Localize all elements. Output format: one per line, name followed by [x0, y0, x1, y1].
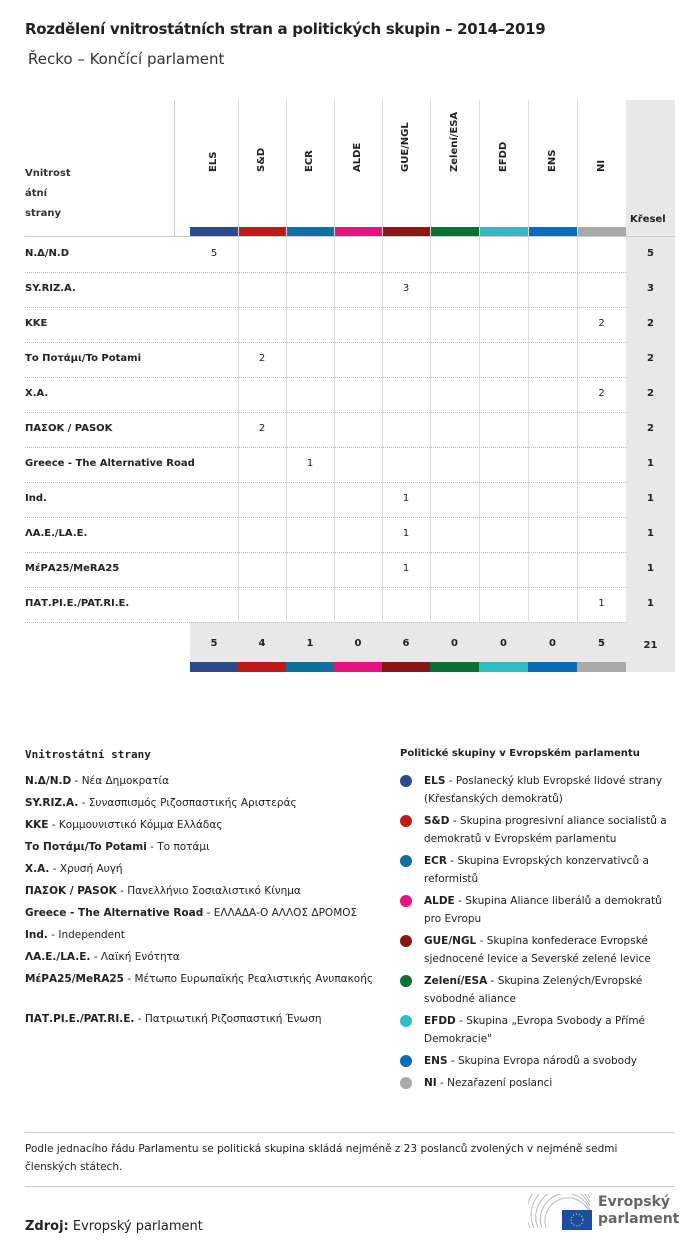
row-divider	[25, 482, 626, 483]
party-abbr: SY.RIZ.A.	[25, 797, 79, 809]
group-legend-item: EFDD - Skupina „Evropa Svobody a Přímé Demokracie"	[424, 1015, 646, 1045]
group-color-dot	[400, 775, 412, 787]
party-legend-item: Greece - The Alternative Road - ΕΛΛΑΔΑ-Ο ΑΛΛΟΣ ΔΡΟΜΟΣ	[25, 907, 358, 919]
source-label: Zdroj:	[25, 1219, 69, 1234]
source-line	[25, 1219, 203, 1234]
seat-value: 5	[210, 248, 218, 259]
party-total: 2	[647, 353, 654, 364]
row-header-line: átní	[25, 188, 48, 199]
party-full-name: Λαϊκή Ενότητα	[100, 951, 180, 963]
group-abbr: ECR	[424, 855, 447, 867]
party-total: 1	[647, 458, 654, 469]
group-color-bar-bottom	[286, 662, 334, 672]
column-divider	[286, 100, 287, 622]
chart-title: Rozdělení vnitrostátních stran a politických skupin – 2014–2019	[25, 20, 546, 38]
header-rule	[25, 236, 675, 237]
group-legend-item: Zelení/ESA - Skupina Zelených/Evropské svobodné aliance	[424, 975, 643, 1005]
group-abbr: Zelení/ESA	[424, 975, 488, 987]
group-color-dot	[400, 1055, 412, 1067]
row-divider	[25, 517, 626, 518]
party-label: Ind.	[25, 493, 47, 504]
party-legend-item: Το Ποτάμι/To Potami - Το ποτάμι	[25, 841, 210, 853]
party-legend-item: ΛΑ.Ε./LA.E. - Λαϊκή Ενότητα	[25, 951, 180, 963]
group-color-dot	[400, 1015, 412, 1027]
column-divider	[430, 100, 431, 622]
group-abbr: S&D	[424, 815, 450, 827]
party-label: N.Δ/N.D	[25, 248, 70, 259]
party-total: 2	[647, 388, 654, 399]
group-color-bar-bottom	[382, 662, 430, 672]
group-color-bar-bottom	[577, 662, 626, 672]
group-legend-item: GUE/NGL - Skupina konfederace Evropské sjednocené levice a Severské zelené levice	[424, 935, 651, 965]
hemicycle-icon	[528, 1194, 592, 1230]
party-total: 1	[647, 598, 654, 609]
note: Podle jednacího řádu Parlamentu se politická skupina skládá nejméně z 23 poslanců zvolených v nejméně sedmi členských státech.	[25, 1143, 618, 1173]
group-full-name: Skupina Aliance liberálů a demokratů pro Evropu	[424, 895, 662, 925]
column-divider	[382, 100, 383, 622]
group-total: 5	[598, 638, 605, 649]
party-legend-item: ΠΑΤ.ΡΙ.Ε./PAT.RI.E. - Πατριωτική Ριζοσπαστική Ένωση	[25, 1013, 322, 1025]
source-value: Evropský parlament	[72, 1219, 203, 1234]
group-abbr: EFDD	[424, 1015, 456, 1027]
chart-subtitle: Řecko – Končící parlament	[28, 50, 225, 68]
group-total: 4	[258, 638, 266, 649]
seat-value: 1	[306, 458, 314, 469]
party-abbr: X.A.	[25, 863, 50, 875]
group-total: 5	[210, 638, 218, 649]
seat-value: 1	[402, 493, 410, 504]
divider	[25, 1132, 675, 1133]
party-abbr: Το Ποτάμι/To Potami	[25, 841, 147, 853]
party-legend-item: ΜέΡΑ25/MeRA25 - Μέτωπο Ευρωπαϊκής Ρεαλιστικής Ανυπακοής	[25, 973, 374, 985]
group-color-bar-bottom	[528, 662, 577, 672]
group-total: 6	[402, 638, 410, 649]
row-divider	[25, 447, 626, 448]
group-full-name: Skupina progresivní aliance socialistů a demokratů v Evropském parlamentu	[424, 815, 667, 845]
party-total: 1	[647, 528, 654, 539]
group-full-name: Poslanecký klub Evropské lidové strany (Křesťanských demokratů)	[424, 775, 663, 805]
party-full-name: Χρυσή Αυγή	[59, 863, 123, 875]
party-label: X.A.	[25, 388, 49, 399]
group-legend-title: Politické skupiny v Evropském parlamentu	[400, 748, 640, 759]
party-abbr: N.Δ/N.D	[25, 775, 72, 787]
row-divider	[25, 342, 626, 343]
row-divider	[25, 587, 626, 588]
party-total: 1	[647, 493, 654, 504]
row-divider	[25, 622, 626, 623]
row-divider	[25, 377, 626, 378]
group-full-name: Skupina „Evropa Svobody a Přímé Demokracie"	[424, 1015, 646, 1045]
party-full-name: Συνασπισμός Ριζοσπαστικής Αριστεράς	[88, 797, 297, 809]
group-full-name: Skupina Zelených/Evropské svobodné aliance	[424, 975, 643, 1005]
group-abbr: ENS	[424, 1055, 448, 1067]
logo-text-1: Evropský	[598, 1194, 671, 1210]
party-total: 3	[647, 283, 654, 294]
group-total: 1	[306, 638, 314, 649]
group-total: 0	[451, 638, 458, 649]
party-legend-item: Ind. - Independent	[25, 929, 125, 941]
party-total: 2	[647, 423, 654, 434]
column-divider	[334, 100, 335, 622]
party-abbr: Greece - The Alternative Road	[25, 907, 204, 919]
seat-value: 2	[258, 423, 266, 434]
divider	[25, 1186, 675, 1187]
party-abbr: KKE	[25, 819, 49, 831]
party-full-name: Νέα Δημοκρατία	[81, 775, 170, 787]
logo-text-2: parlament	[598, 1211, 680, 1227]
party-label: SY.RIZ.A.	[25, 283, 76, 294]
group-legend-item: ELS - Poslanecký klub Evropské lidové strany (Křesťanských demokratů)	[424, 775, 663, 805]
party-abbr: ΠΑΤ.ΡΙ.Ε./PAT.RI.E.	[25, 1013, 135, 1025]
group-color-bar-bottom	[190, 662, 238, 672]
column-divider	[528, 100, 529, 622]
group-color-dot	[400, 895, 412, 907]
group-full-name: Skupina konfederace Evropské sjednocené levice a Severské zelené levice	[424, 935, 651, 965]
group-color-dot	[400, 1077, 412, 1089]
seat-value: 2	[598, 318, 605, 329]
group-color-bar-bottom	[238, 662, 286, 672]
group-legend-item: ECR - Skupina Evropských konzervativců a reformistů	[424, 855, 649, 885]
group-header-zelenesa: Zelení/ESA	[448, 111, 460, 172]
group-total: 0	[354, 638, 362, 649]
party-legend-item: SY.RIZ.A. - Συνασπισμός Ριζοσπαστικής Αριστεράς	[25, 797, 297, 809]
group-header-guengl: GUE/NGL	[400, 122, 411, 172]
party-label: ΠΑΣΟΚ / PASOK	[25, 423, 113, 434]
header-divider	[174, 100, 175, 237]
party-legend-title: Vnitrostátní strany	[25, 748, 151, 761]
party-label: Greece - The Alternative Road	[25, 458, 195, 469]
party-full-name: Το ποτάμι	[157, 841, 210, 853]
group-legend-item: ALDE - Skupina Aliance liberálů a demokratů pro Evropu	[424, 895, 662, 925]
party-label: ΠΑΤ.ΡΙ.Ε./PAT.RI.E.	[25, 598, 130, 609]
party-full-name: ΕΛΛΑΔΑ-Ο ΑΛΛΟΣ ΔΡΟΜΟΣ	[213, 907, 358, 919]
group-color-bar-bottom	[334, 662, 382, 672]
party-total: 1	[647, 563, 654, 574]
party-label: Το Ποτάμι/To Potami	[25, 353, 141, 364]
party-abbr: ΛΑ.Ε./LA.E.	[25, 951, 91, 963]
seat-value: 1	[402, 563, 410, 574]
group-full-name: Skupina Evropských konzervativců a reformistů	[424, 855, 649, 885]
row-header-line: Vnitrost	[25, 168, 71, 179]
party-full-name: Independent	[58, 929, 125, 941]
seat-value: 3	[402, 283, 410, 294]
ep-logo	[528, 1194, 678, 1234]
group-abbr: NI	[424, 1077, 437, 1089]
party-label: ΜέΡΑ25/MeRA25	[25, 563, 120, 574]
group-header-els: ELS	[208, 151, 219, 172]
group-color-dot	[400, 975, 412, 987]
group-color-dot	[400, 815, 412, 827]
group-abbr: ALDE	[424, 895, 455, 907]
group-header-ecr: ECR	[304, 150, 315, 172]
party-total: 5	[647, 248, 654, 259]
group-header-alde: ALDE	[352, 142, 363, 172]
total-header: Křesel	[630, 214, 666, 225]
row-divider	[25, 552, 626, 553]
party-label: KKE	[25, 318, 48, 329]
party-abbr: Ind.	[25, 929, 48, 941]
group-header-sd: S&D	[256, 147, 267, 172]
group-total: 0	[549, 638, 556, 649]
party-legend-item: ΠΑΣΟΚ / PASOK - Πανελλήνιο Σοσιαλιστικό Κίνημα	[25, 885, 301, 897]
group-legend-item: NI - Nezařazení poslanci	[424, 1077, 553, 1089]
party-full-name: Μέτωπο Ευρωπαϊκής Ρεαλιστικής Ανυπακοής	[134, 973, 374, 985]
group-color-dot	[400, 855, 412, 867]
group-header-ni: NI	[595, 159, 607, 172]
column-divider	[479, 100, 480, 622]
party-full-name: Πατριωτική Ριζοσπαστική Ένωση	[144, 1013, 322, 1025]
seat-value: 2	[258, 353, 266, 364]
row-divider	[25, 307, 626, 308]
group-header-ens: ENS	[546, 149, 558, 172]
party-total: 2	[647, 318, 654, 329]
group-total: 0	[500, 638, 507, 649]
party-abbr: ΠΑΣΟΚ / PASOK	[25, 885, 117, 897]
group-color-bar-bottom	[430, 662, 479, 672]
seat-value: 1	[598, 598, 605, 609]
group-header-efdd: EFDD	[497, 141, 509, 172]
row-header-line: strany	[25, 208, 62, 219]
party-abbr: ΜέΡΑ25/MeRA25	[25, 973, 124, 985]
row-divider	[25, 412, 626, 413]
party-legend-item: N.Δ/N.D - Νέα Δημοκρατία	[25, 775, 170, 787]
group-legend-item: S&D - Skupina progresivní aliance socialistů a demokratů v Evropském parlamentu	[424, 815, 667, 845]
grand-total: 21	[643, 640, 658, 651]
group-abbr: ELS	[424, 775, 446, 787]
party-legend-item: KKE - Κομμουνιστικό Κόμμα Ελλάδας	[25, 819, 223, 831]
column-divider	[577, 100, 578, 237]
party-label: ΛΑ.Ε./LA.E.	[25, 528, 88, 539]
party-full-name: Κομμουνιστικό Κόμμα Ελλάδας	[58, 819, 223, 831]
group-legend-item: ENS - Skupina Evropa národů a svobody	[424, 1055, 637, 1067]
row-divider	[25, 272, 626, 273]
group-full-name: Skupina Evropa národů a svobody	[458, 1055, 637, 1067]
party-legend-item: X.A. - Χρυσή Αυγή	[25, 863, 123, 875]
group-abbr: GUE/NGL	[424, 935, 477, 947]
group-color-bar-bottom	[479, 662, 528, 672]
party-full-name: Πανελλήνιο Σοσιαλιστικό Κίνημα	[127, 885, 301, 897]
seat-value: 2	[598, 388, 605, 399]
seat-value: 1	[402, 528, 410, 539]
group-full-name: Nezařazení poslanci	[447, 1077, 553, 1089]
group-color-dot	[400, 935, 412, 947]
